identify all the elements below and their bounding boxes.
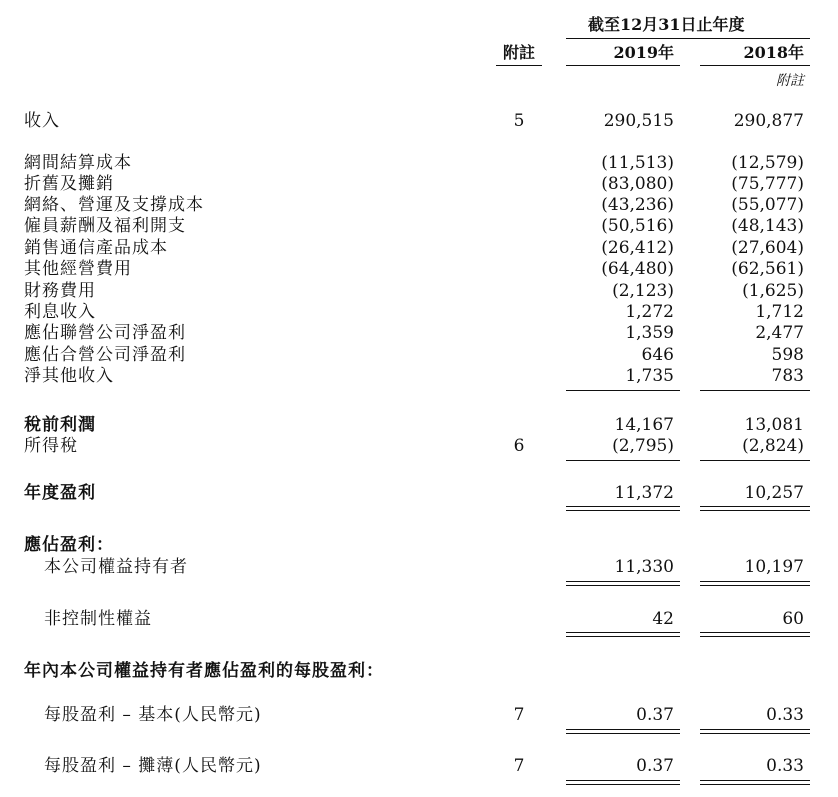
total-rule [566, 506, 680, 507]
total-rule [566, 636, 680, 637]
total-rule [700, 506, 810, 507]
total-rule [700, 581, 810, 582]
row-value-2019: (43,236) [601, 195, 674, 215]
row-value-2018: (62,561) [731, 259, 804, 279]
row-label: 年內本公司權益持有者應佔盈利的每股盈利： [24, 661, 384, 681]
row-value-2019: (2,123) [612, 281, 674, 301]
total-rule [700, 585, 810, 586]
row-value-2018: 0.33 [766, 705, 804, 725]
year-2019-header: 2019年 [613, 43, 674, 62]
row-value-2019: (26,412) [601, 238, 674, 258]
row-value-2019: (83,080) [601, 174, 674, 194]
total-rule [700, 733, 810, 734]
year-2018-sub-note: 附註 [776, 73, 804, 89]
year-2018-header: 2018年 [743, 43, 804, 62]
row-value-2018: 10,257 [744, 483, 804, 503]
row-label: 應佔盈利： [24, 535, 114, 555]
total-rule [700, 632, 810, 633]
row-label: 財務費用 [24, 281, 96, 301]
total-rule [700, 780, 810, 781]
row-value-2018: 10,197 [744, 557, 804, 577]
row-value-2018: 2,477 [755, 323, 804, 343]
total-rule [566, 780, 680, 781]
row-value-2018: 1,712 [755, 302, 804, 322]
row-value-2019: (11,513) [601, 153, 674, 173]
row-value-2019: 1,359 [625, 323, 674, 343]
total-rule [566, 733, 680, 734]
row-value-2018: 783 [771, 366, 804, 386]
subtotal-rule [700, 460, 810, 461]
row-value-2018: (27,604) [731, 238, 804, 258]
total-rule [566, 581, 680, 582]
row-value-2018: (55,077) [731, 195, 804, 215]
row-label: 淨其他收入 [24, 366, 114, 386]
row-value-2018: 598 [771, 345, 804, 365]
total-rule [566, 784, 680, 785]
row-note: 5 [513, 111, 525, 131]
row-label: 每股盈利 – 攤薄(人民幣元) [44, 756, 262, 776]
row-value-2019: 42 [652, 609, 674, 629]
row-value-2018: 60 [782, 609, 804, 629]
row-value-2019: (64,480) [601, 259, 674, 279]
row-label: 非控制性權益 [44, 609, 152, 629]
row-label: 本公司權益持有者 [44, 557, 188, 577]
total-rule [700, 729, 810, 730]
row-value-2019: (50,516) [601, 216, 674, 236]
total-rule [566, 510, 680, 511]
row-label: 僱員薪酬及福利開支 [24, 216, 186, 236]
total-rule [566, 585, 680, 586]
row-note: 7 [513, 705, 525, 725]
total-rule [566, 729, 680, 730]
row-value-2019: 290,515 [603, 111, 674, 131]
row-label: 利息收入 [24, 302, 96, 322]
total-rule [700, 510, 810, 511]
row-note: 7 [513, 756, 525, 776]
row-value-2018: (12,579) [731, 153, 804, 173]
row-value-2018: (2,824) [742, 436, 804, 456]
row-label: 所得稅 [24, 436, 78, 456]
row-label: 網間結算成本 [24, 153, 132, 173]
row-label: 網絡、營運及支撐成本 [24, 195, 204, 215]
row-label: 其他經營費用 [24, 259, 132, 279]
year-2019-header-rule [566, 65, 680, 66]
note-header-rule [496, 65, 542, 66]
row-label: 每股盈利 – 基本(人民幣元) [44, 705, 262, 725]
row-value-2019: 0.37 [636, 705, 674, 725]
row-note: 6 [513, 436, 525, 456]
row-value-2019: 1,272 [625, 302, 674, 322]
row-label: 收入 [24, 111, 60, 131]
subtotal-rule [566, 390, 680, 391]
row-label: 折舊及攤銷 [24, 174, 114, 194]
total-rule [700, 784, 810, 785]
row-value-2019: (2,795) [612, 436, 674, 456]
row-value-2018: 290,877 [733, 111, 804, 131]
row-value-2019: 11,330 [614, 557, 674, 577]
row-value-2018: 13,081 [744, 415, 804, 435]
period-rule [566, 38, 810, 39]
row-value-2019: 1,735 [625, 366, 674, 386]
year-2018-header-rule [700, 65, 810, 66]
row-value-2018: (1,625) [742, 281, 804, 301]
row-label: 銷售通信產品成本 [24, 238, 168, 258]
row-value-2018: (48,143) [731, 216, 804, 236]
period-header: 截至12月31日止年度 [588, 15, 745, 34]
row-value-2018: (75,777) [731, 174, 804, 194]
row-label: 應佔合營公司淨盈利 [24, 345, 186, 365]
total-rule [566, 632, 680, 633]
subtotal-rule [700, 390, 810, 391]
row-value-2018: 0.33 [766, 756, 804, 776]
row-value-2019: 0.37 [636, 756, 674, 776]
row-value-2019: 11,372 [614, 483, 674, 503]
row-value-2019: 646 [641, 345, 674, 365]
note-column-header: 附註 [502, 43, 535, 62]
row-label: 應佔聯營公司淨盈利 [24, 323, 186, 343]
subtotal-rule [566, 460, 680, 461]
row-label: 年度盈利 [24, 483, 96, 503]
row-label: 稅前利潤 [24, 415, 96, 435]
total-rule [700, 636, 810, 637]
row-value-2019: 14,167 [614, 415, 674, 435]
